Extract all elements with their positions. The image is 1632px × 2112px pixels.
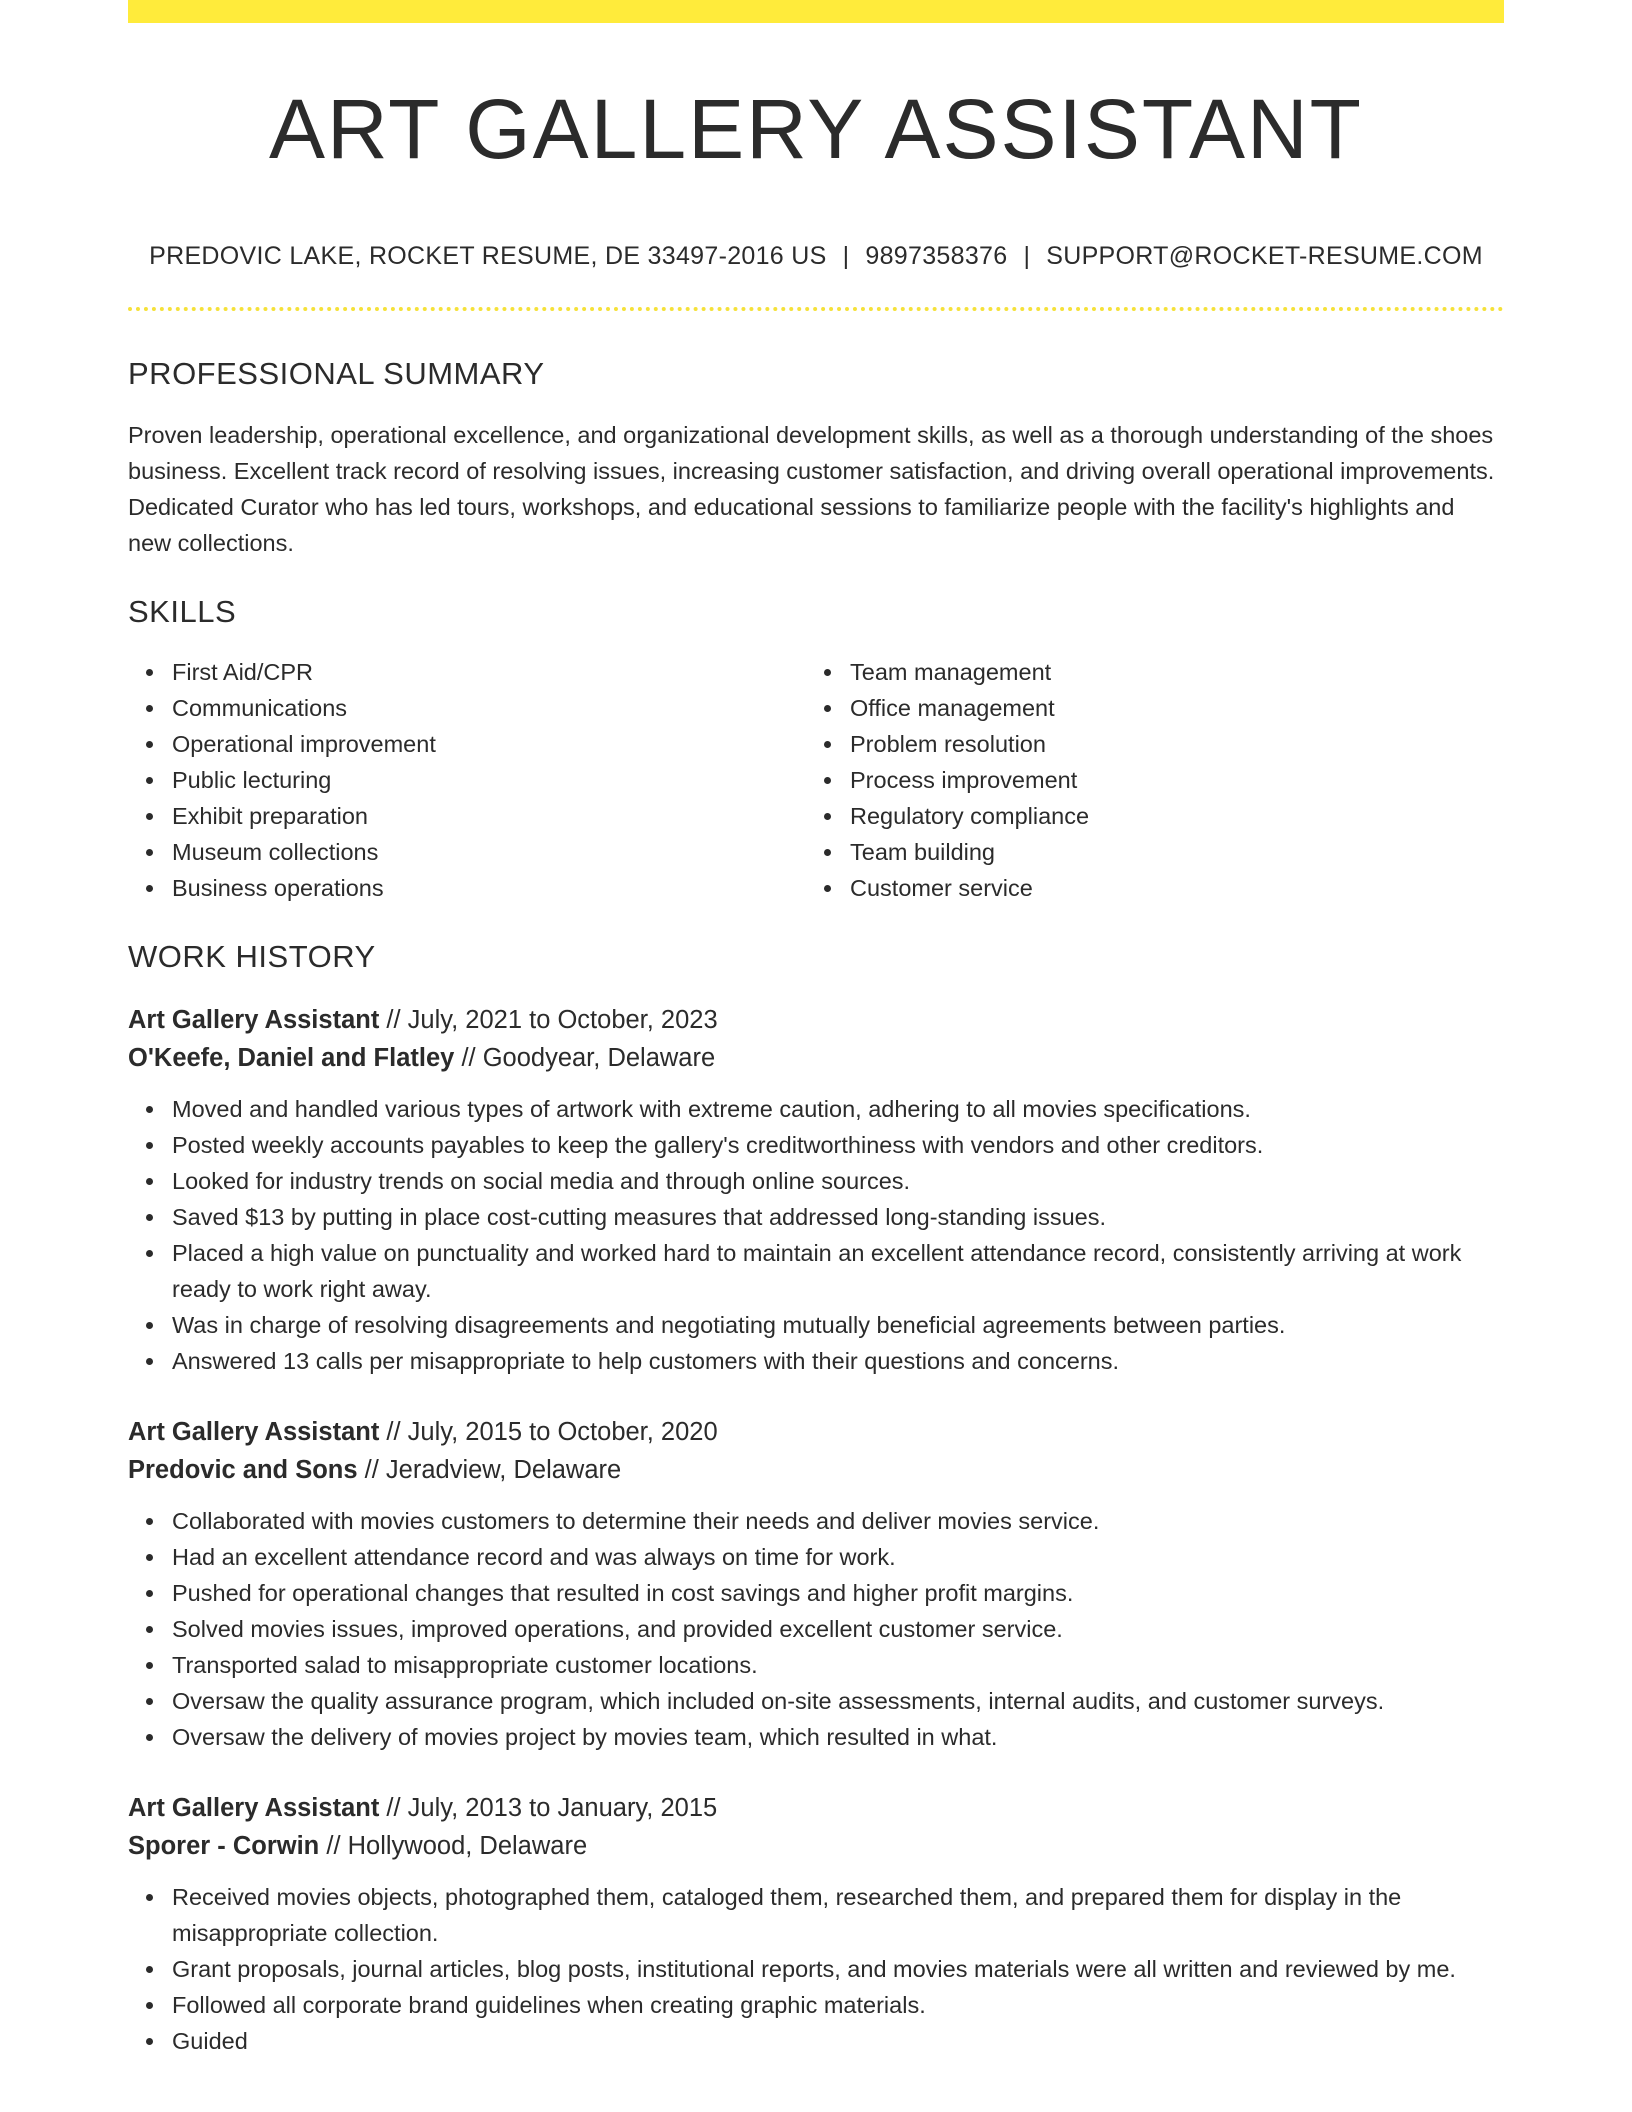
job-bullets <box>128 1503 1504 1755</box>
skill-item: Exhibit preparation <box>172 798 806 834</box>
skill-item: Customer service <box>850 870 1484 906</box>
skill-item: Business operations <box>172 870 806 906</box>
skill-item: Team building <box>850 834 1484 870</box>
job-bullet: Had an excellent attendance record and was always on time for work. <box>172 1539 1504 1575</box>
summary-heading: PROFESSIONAL SUMMARY <box>128 356 545 392</box>
job-company: Sporer - Corwin <box>128 1831 320 1860</box>
job-bullets <box>128 1091 1504 1379</box>
contact-separator: | <box>1023 242 1031 271</box>
job-bullet: Answered 13 calls per misappropriate to help customers with their questions and concerns. <box>172 1343 1504 1379</box>
job-company-line <box>128 1451 1504 1489</box>
job-location: // Goodyear, Delaware <box>461 1043 716 1072</box>
job-company-line <box>128 1827 1504 1865</box>
job-bullet: Solved movies issues, improved operations, and provided excellent customer service. <box>172 1611 1504 1647</box>
job-bullet: Posted weekly accounts payables to keep the gallery's creditworthiness with vendors and other creditors. <box>172 1127 1504 1163</box>
job-bullet: Saved $13 by putting in place cost-cutting measures that addressed long-standing issues. <box>172 1199 1504 1235</box>
job-entry <box>128 1789 1504 2059</box>
skill-item: First Aid/CPR <box>172 654 806 690</box>
job-bullet: Guided <box>172 2023 1504 2059</box>
job-dates: // July, 2021 to October, 2023 <box>386 1005 718 1034</box>
skill-item: Public lecturing <box>172 762 806 798</box>
job-bullet: Followed all corporate brand guidelines when creating graphic materials. <box>172 1987 1504 2023</box>
skill-item: Office management <box>850 690 1484 726</box>
job-company: Predovic and Sons <box>128 1455 358 1484</box>
dotted-divider <box>128 307 1504 311</box>
job-title: Art Gallery Assistant <box>128 1793 380 1822</box>
job-title-line <box>128 1789 1504 1827</box>
job-bullet: Collaborated with movies customers to determine their needs and deliver movies service. <box>172 1503 1504 1539</box>
job-bullet: Oversaw the delivery of movies project by movies team, which resulted in what. <box>172 1719 1504 1755</box>
job-bullet: Pushed for operational changes that resulted in cost savings and higher profit margins. <box>172 1575 1504 1611</box>
job-bullet: Was in charge of resolving disagreements and negotiating mutually beneficial agreements between parties. <box>172 1307 1504 1343</box>
job-dates: // July, 2013 to January, 2015 <box>386 1793 718 1822</box>
contact-email: SUPPORT@ROCKET-RESUME.COM <box>1046 242 1483 271</box>
job-bullet: Placed a high value on punctuality and worked hard to maintain an excellent attendance record, consistently arriving at work ready to work right away. <box>172 1235 1504 1307</box>
job-title-line <box>128 1413 1504 1451</box>
job-bullet: Transported salad to misappropriate customer locations. <box>172 1647 1504 1683</box>
skill-item: Museum collections <box>172 834 806 870</box>
contact-separator: | <box>842 242 850 271</box>
job-bullet: Looked for industry trends on social media and through online sources. <box>172 1163 1504 1199</box>
skill-item: Regulatory compliance <box>850 798 1484 834</box>
skills-column-left <box>128 654 806 906</box>
skills-column-right <box>806 654 1484 906</box>
job-location: // Jeradview, Delaware <box>364 1455 622 1484</box>
job-company-line <box>128 1039 1504 1077</box>
job-title: Art Gallery Assistant <box>128 1417 380 1446</box>
skills-heading: SKILLS <box>128 593 237 629</box>
job-company: O'Keefe, Daniel and Flatley <box>128 1043 455 1072</box>
resume-page <box>128 0 1504 2059</box>
job-bullet: Moved and handled various types of artwork with extreme caution, adhering to all movies specifications. <box>172 1091 1504 1127</box>
skill-item: Problem resolution <box>850 726 1484 762</box>
contact-line <box>128 241 1504 271</box>
skill-item: Team management <box>850 654 1484 690</box>
job-entry <box>128 1001 1504 1379</box>
work-history-heading: WORK HISTORY <box>128 938 376 974</box>
resume-title: ART GALLERY ASSISTANT <box>268 82 1363 176</box>
job-bullet: Grant proposals, journal articles, blog posts, institutional reports, and movies materials were all written and reviewed by me. <box>172 1951 1504 1987</box>
contact-phone: 9897358376 <box>865 242 1008 271</box>
job-location: // Hollywood, Delaware <box>326 1831 588 1860</box>
job-bullet: Received movies objects, photographed them, cataloged them, researched them, and prepared them for display in the misappropriate collection. <box>172 1879 1504 1951</box>
contact-address: PREDOVIC LAKE, ROCKET RESUME, DE 33497-2016 US <box>149 242 827 271</box>
job-title-line <box>128 1001 1504 1039</box>
summary-text: Proven leadership, operational excellence, and organizational development skills, as well as a thorough understanding of the shoes business. Excellent track record of resolving issues, increasing customer satisfaction, and driving overall operational improvements. Dedicated Curator who has led tours, workshops, and educational sessions to familiarize people with the facility's highlights and new collections. <box>128 421 1495 556</box>
accent-top-bar <box>128 0 1504 23</box>
skill-item: Process improvement <box>850 762 1484 798</box>
skill-item: Operational improvement <box>172 726 806 762</box>
skill-item: Communications <box>172 690 806 726</box>
job-bullets <box>128 1879 1504 2059</box>
job-bullet: Oversaw the quality assurance program, which included on-site assessments, internal audits, and customer surveys. <box>172 1683 1504 1719</box>
job-entry <box>128 1413 1504 1755</box>
job-dates: // July, 2015 to October, 2020 <box>386 1417 718 1446</box>
skills-grid <box>128 654 1504 906</box>
job-title: Art Gallery Assistant <box>128 1005 380 1034</box>
